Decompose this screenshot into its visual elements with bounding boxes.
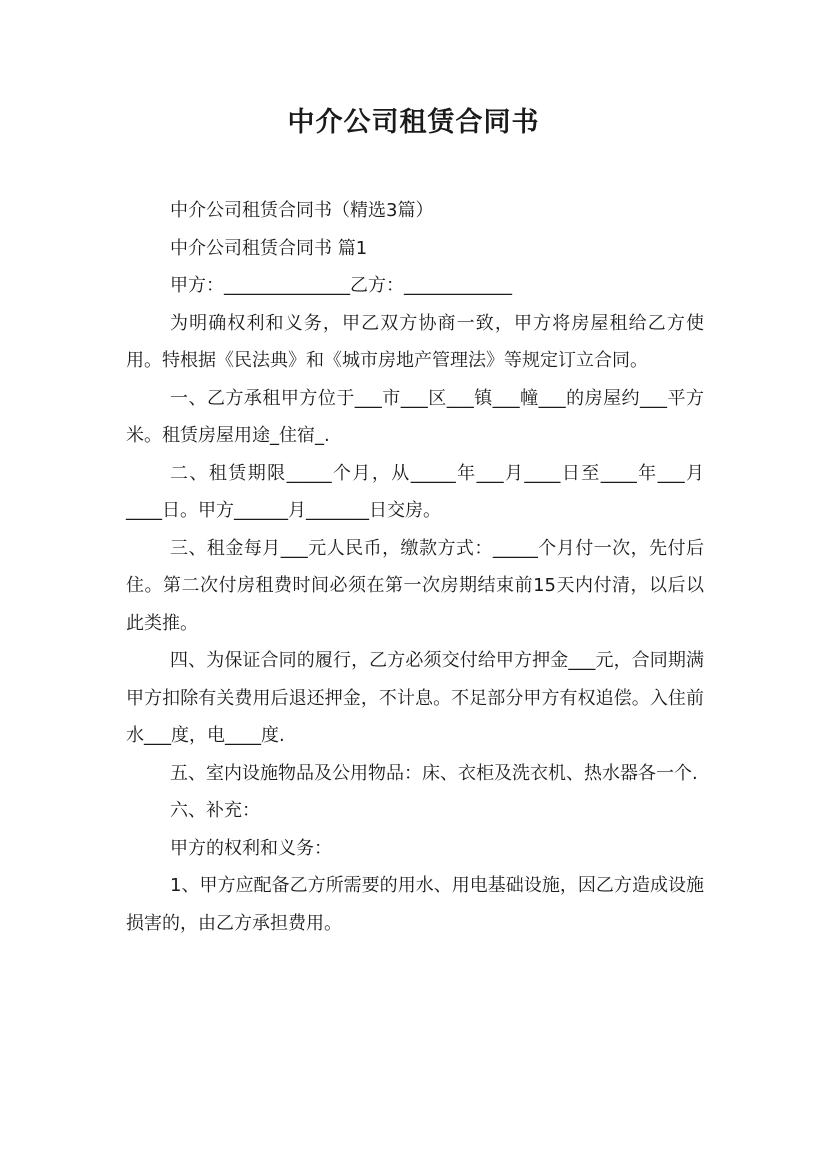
paragraph-subtitle: 中介公司租赁合同书（精选3篇）	[170, 200, 434, 221]
paragraph-clause-1: 一、乙方承租甲方位于___市___区___镇___幢___的房屋约___平方米。租赁房屋用途_住宿_.	[126, 387, 704, 446]
paragraph-clause-5: 五、室内设施物品及公用物品：床、衣柜及洗衣机、热水器各一个.	[170, 762, 698, 784]
paragraph-clause-2: 二、租赁期限_____个月，从_____年___月____日至____年___月____日。甲方______月_______日交房。	[126, 462, 704, 521]
paragraph-clause-4: 四、为保证合同的履行，乙方必须交付给甲方押金___元，合同期满甲方扣除有关费用后退还押金，不计息。不足部分甲方有权追偿。入住前水___度，电____度.	[126, 650, 704, 746]
document-title: 中介公司租赁合同书	[287, 107, 540, 138]
paragraph-parties: 甲方：______________乙方：____________	[170, 275, 512, 296]
paragraph-section-heading: 中介公司租赁合同书 篇1	[170, 237, 368, 259]
document-body	[126, 192, 704, 942]
paragraph-preamble: 为明确权利和义务，甲乙双方协商一致，甲方将房屋租给乙方使用。特根据《民法典》和《城市房地产管理法》等规定订立合同。	[126, 312, 704, 371]
paragraph-clause-3: 三、租金每月___元人民币，缴款方式：_____个月付一次，先付后住。第二次付房租费时间必须在第一次房期结束前15天内付清，以后以此类推。	[126, 537, 704, 634]
paragraph-party-a-duties-heading: 甲方的权利和义务：	[170, 837, 332, 859]
paragraph-clause-6: 六、补充：	[170, 800, 260, 821]
paragraph-party-a-duty-1: 1、甲方应配备乙方所需要的用水、用电基础设施，因乙方造成设施损害的，由乙方承担费用。	[126, 875, 704, 934]
